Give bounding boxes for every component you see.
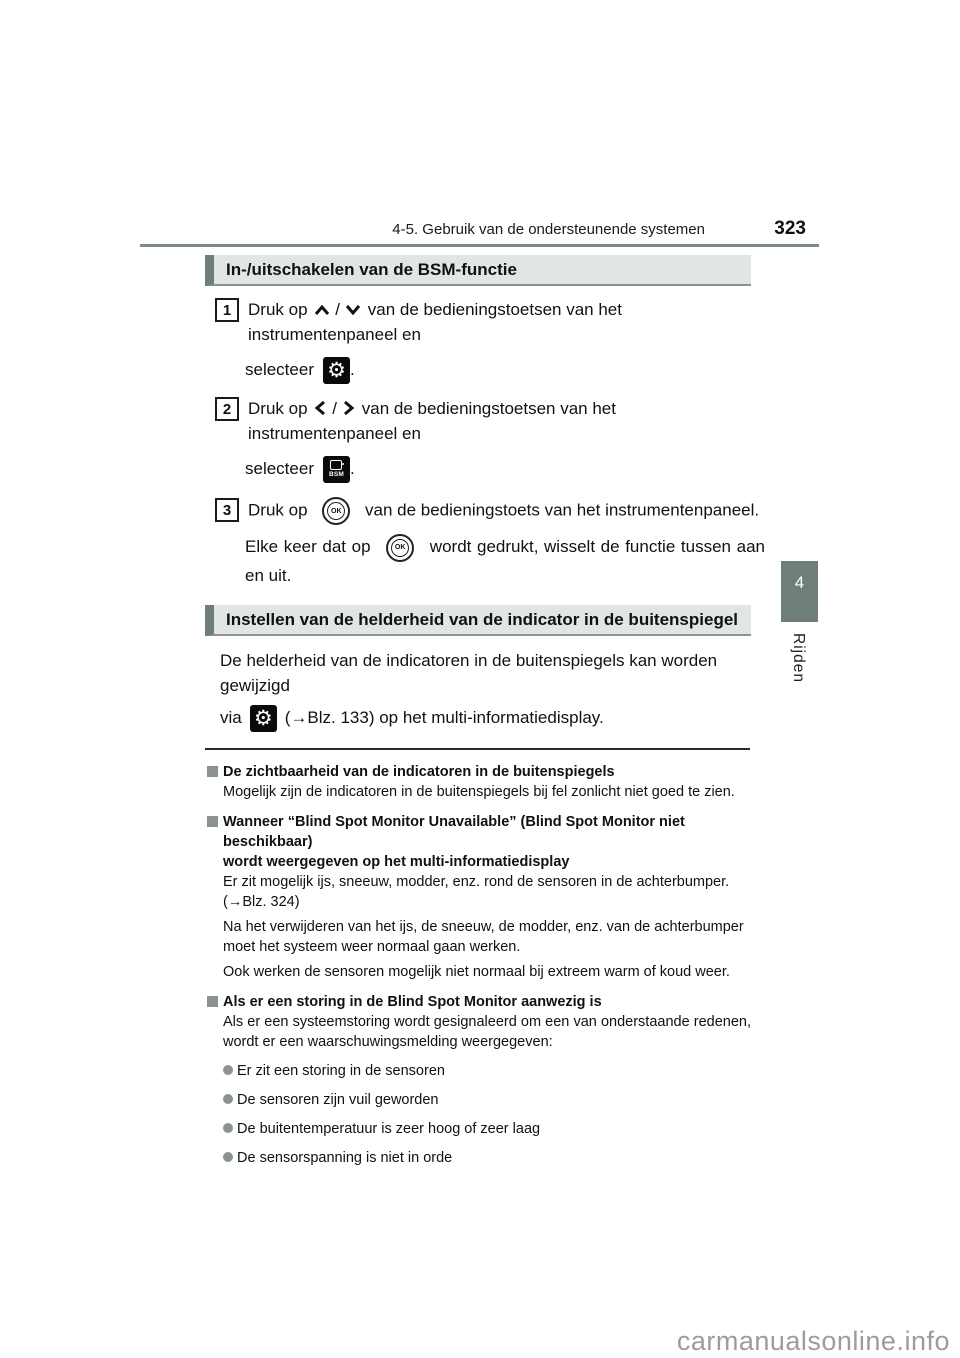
header-rule bbox=[140, 244, 819, 247]
note-title-line: De zichtbaarheid van de indicatoren in de buitenspiegels bbox=[223, 763, 615, 780]
chevron-left-icon bbox=[314, 400, 327, 416]
chapter-tab bbox=[781, 561, 818, 622]
slash-separator: / bbox=[335, 300, 340, 319]
note-paragraph: Na het verwijderen van het ijs, de sneeuw, de modder, enz. van de achterbumper moet het systeem weer normaal gaan werken. bbox=[223, 918, 744, 955]
note-title-line: Wanneer “Blind Spot Monitor Unavailable” (Blind Spot Monitor niet beschikbaar) bbox=[223, 813, 685, 850]
note-paragraph: Er zit mogelijk ijs, sneeuw, modder, enz. rond de sensoren in de achterbumper. bbox=[223, 873, 730, 890]
brightness-paragraph-line2: via ⚙ (→Blz. 133) op het multi-informatiedisplay. bbox=[220, 705, 604, 730]
step-1-text: Druk op / van de bedieningstoetsen van het instrumentenpaneel en bbox=[248, 300, 622, 344]
malfunction-reasons-list bbox=[223, 1061, 765, 1168]
circle-bullet-icon bbox=[223, 1123, 233, 1133]
toggle-note-paragraph: Elke keer dat op OK wordt gedrukt, wisselt de functie tussen aan en uit. bbox=[245, 533, 765, 589]
square-bullet-icon bbox=[207, 766, 218, 777]
bsm-icon-glyph bbox=[330, 460, 342, 470]
slash-separator: / bbox=[332, 399, 337, 418]
circle-bullet-icon bbox=[223, 1094, 233, 1104]
bsm-icon: BSM bbox=[323, 456, 350, 483]
section-title-bsm-toggle: In-/uitschakelen van de BSM-functie bbox=[205, 255, 751, 286]
note-visibility bbox=[207, 762, 765, 802]
step-number-box: 2 bbox=[215, 397, 239, 421]
note-malfunction bbox=[207, 992, 765, 1168]
page-content bbox=[205, 255, 765, 1168]
note-title-line: wordt weergegeven op het multi-informatiedisplay bbox=[223, 853, 570, 870]
step-1-continuation: selecteer ⚙ . bbox=[245, 357, 355, 382]
note-paragraph: Mogelijk zijn de indicatoren in de buitenspiegels bij fel zonlicht niet goed te zien. bbox=[223, 783, 735, 800]
list-item: De sensoren zijn vuil geworden bbox=[223, 1090, 765, 1110]
chapter-tab-label: Rijden bbox=[790, 633, 807, 683]
footnotes bbox=[207, 762, 765, 1168]
gear-icon: ⚙ bbox=[323, 357, 350, 384]
watermark-text: carmanualsonline.info bbox=[676, 1326, 950, 1356]
step-3-text: Druk op OK van de bedieningstoets van het instrumentenpaneel. bbox=[248, 497, 759, 525]
list-item: Er zit een storing in de sensoren bbox=[223, 1061, 765, 1081]
circle-bullet-icon bbox=[223, 1065, 233, 1075]
notes-divider bbox=[205, 748, 750, 750]
step-3-row bbox=[215, 497, 765, 525]
note-paragraph: (→Blz. 324) bbox=[223, 893, 300, 910]
page-number: 323 bbox=[774, 218, 806, 239]
ok-button-icon: OK bbox=[386, 534, 414, 562]
step-2-text: Druk op / van de bedieningstoetsen van het instrumentenpaneel en bbox=[248, 399, 616, 443]
step-number-box: 1 bbox=[215, 298, 239, 322]
note-unavailable-message bbox=[207, 812, 765, 982]
step-number-box: 3 bbox=[215, 498, 239, 522]
circle-bullet-icon bbox=[223, 1152, 233, 1162]
chapter-tab-number: 4 bbox=[794, 573, 805, 592]
page-header bbox=[140, 218, 819, 240]
gear-icon: ⚙ bbox=[250, 705, 277, 732]
note-paragraph: Ook werken de sensoren mogelijk niet normaal bij extreem warm of koud weer. bbox=[223, 963, 730, 980]
note-paragraph: Als er een systeemstoring wordt gesignaleerd om een van onderstaande redenen, wordt er een waarschuwingsmelding weergegeven: bbox=[223, 1013, 751, 1050]
section-title-mirror-brightness: Instellen van de helderheid van de indicator in de buitenspiegel bbox=[205, 605, 751, 636]
ok-button-icon: OK bbox=[322, 497, 350, 525]
step-2-row bbox=[215, 396, 765, 446]
brightness-paragraph-line1: De helderheid van de indicatoren in de buitenspiegels kan worden gewijzigd bbox=[220, 650, 718, 695]
chevron-down-icon bbox=[345, 303, 361, 317]
step-2-continuation: selecteer BSM . bbox=[245, 454, 765, 484]
chevron-up-icon bbox=[314, 303, 330, 317]
square-bullet-icon bbox=[207, 996, 218, 1007]
step-1-row bbox=[215, 297, 765, 347]
chevron-right-icon bbox=[342, 400, 355, 416]
list-item: De buitentemperatuur is zeer hoog of zeer laag bbox=[223, 1119, 765, 1139]
running-section-title: 4-5. Gebruik van de ondersteunende systemen bbox=[392, 221, 705, 238]
list-item: De sensorspanning is niet in orde bbox=[223, 1148, 765, 1168]
note-title-line: Als er een storing in de Blind Spot Monitor aanwezig is bbox=[223, 993, 602, 1010]
square-bullet-icon bbox=[207, 816, 218, 827]
